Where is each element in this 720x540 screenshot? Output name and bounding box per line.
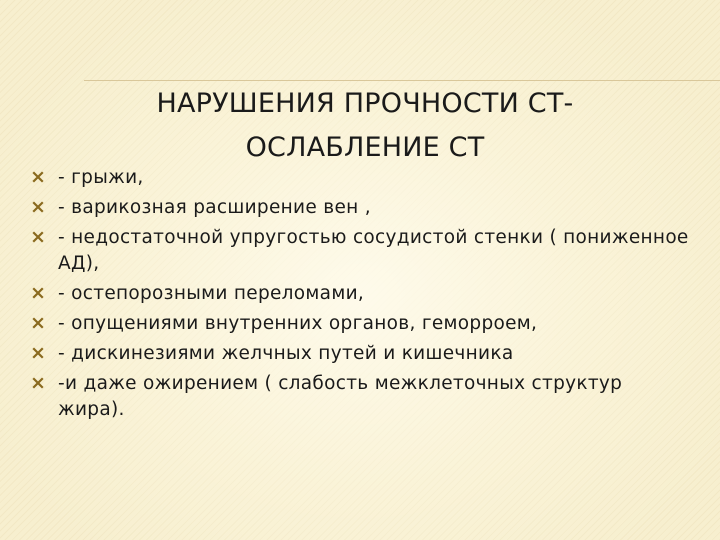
bullet-item (32, 195, 692, 221)
x-mark-icon (32, 347, 44, 359)
x-mark-icon (32, 201, 44, 213)
x-mark-icon (32, 317, 44, 329)
bullet-text: -и даже ожирением ( слабость межклеточных структур жира). (58, 373, 623, 420)
bullet-item (32, 311, 692, 337)
x-mark-icon (32, 171, 44, 183)
x-mark-icon (32, 377, 44, 389)
bullet-item (32, 341, 692, 367)
bullet-text: - варикозная расширение вен , (58, 197, 371, 218)
title-divider-line (84, 80, 720, 81)
bullet-item (32, 165, 692, 191)
slide-title (110, 82, 620, 170)
x-mark-icon (32, 231, 44, 243)
slide-title-line-2: ОСЛАБЛЕНИЕ СТ (245, 132, 485, 163)
bullet-list (32, 165, 692, 427)
bullet-item (32, 225, 692, 277)
slide-title-line-1: НАРУШЕНИЯ ПРОЧНОСТИ СТ- (156, 88, 574, 119)
bullet-text: - недостаточной упругостью сосудистой стенки ( пониженное АД), (58, 227, 689, 274)
bullet-text: - дискинезиями желчных путей и кишечника (58, 343, 514, 364)
x-mark-icon (32, 287, 44, 299)
bullet-item (32, 281, 692, 307)
bullet-text: - грыжи, (58, 167, 144, 188)
bullet-text: - остепорозными переломами, (58, 283, 365, 304)
bullet-text: - опущениями внутренних органов, геморроем, (58, 313, 538, 334)
bullet-item (32, 371, 692, 423)
